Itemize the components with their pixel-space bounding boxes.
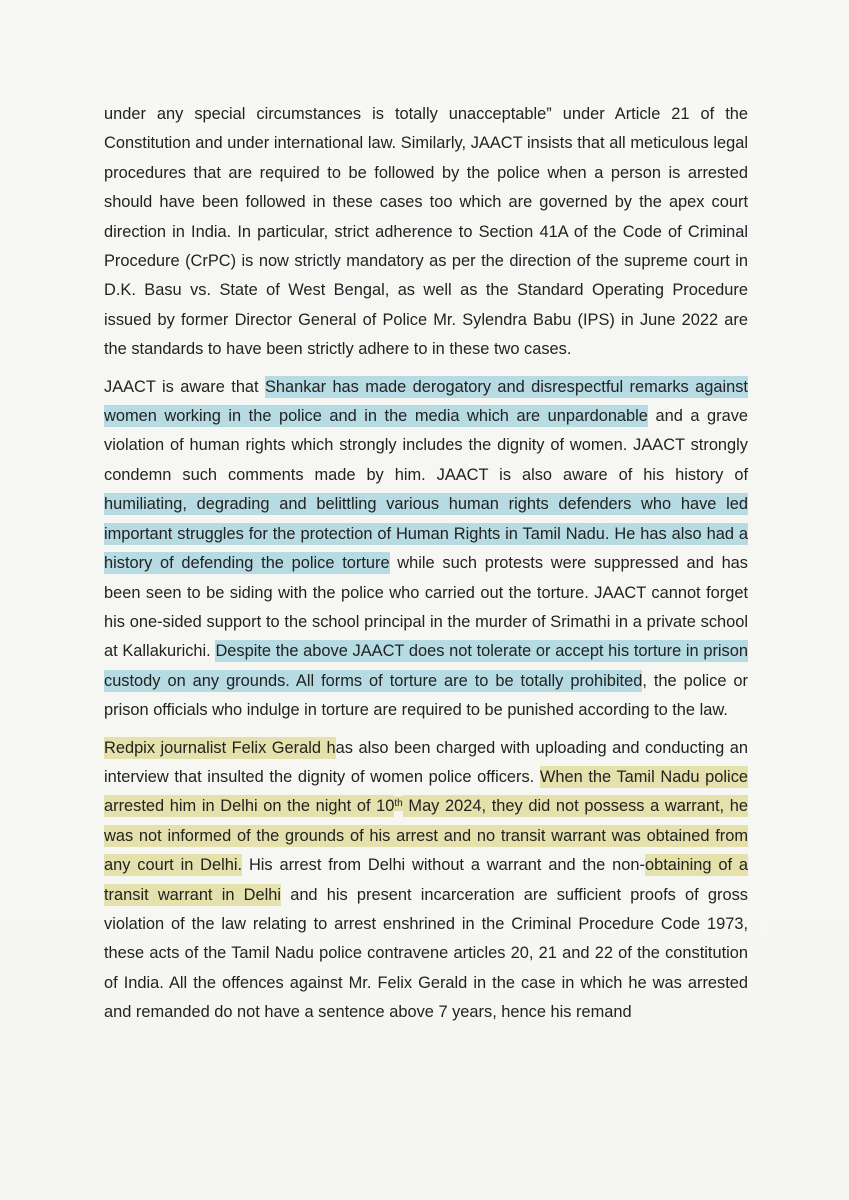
document-body <box>104 100 748 1036</box>
paragraph-3-segment-6: His arrest from Delhi without a warrant and the non- <box>242 856 645 875</box>
blue-highlight-1: Shankar has made derogatory and disrespectful remarks against women working in the police and in the media which are unpardonable <box>104 377 748 426</box>
superscript-th: th <box>394 798 403 810</box>
paragraph-3-segment-8: and his present incarceration are sufficient proofs of gross violation of the law relating to arrest enshrined in the Criminal Procedure Code 1973, these acts of the Tamil Nadu police contravene articles 20, 21 and 22 of the constitution of India. All the offences against Mr. Felix Gerald in the case in which he was arrested and remanded do not have a sentence above 7 years, hence his remand <box>104 885 748 1022</box>
yellow-highlight-3: May 2024, they did not possess a warrant, he was not informed of the grounds of his arrest and no transit warrant was obtained from any court in Delhi. <box>104 797 748 875</box>
paragraph-1-text: under any special circumstances is totally unacceptable” under Article 21 of the Constitution and under international law. Similarly, JAACT insists that all meticulous legal procedures that are required to be followed by the police when a person is arrested should have been followed in these cases too which are governed by the apex court direction in India. In particular, strict adherence to Section 41A of the Code of Criminal Procedure (CrPC) is now strictly mandatory as per the direction of the supreme court in D.K. Basu vs. State of West Bengal, as well as the Standard Operating Procedure issued by former Director General of Police Mr. Sylendra Babu (IPS) in June 2022 are the standards to have been strictly adhere to in these two cases. <box>104 105 748 359</box>
paragraph-2-segment-3: and a grave violation of human rights which strongly includes the dignity of women. JAACT strongly condemn such comments made by him. JAACT is also aware of his history of <box>104 407 748 484</box>
paragraph-2-segment-5: while such protests were suppressed and has been seen to be siding with the police who carried out the torture. JAACT cannot forget his one-sided support to the school principal in the murder of Srimathi in a private school at Kallakurichi. <box>104 554 748 661</box>
paragraph-2-segment-1: JAACT is aware that <box>104 377 265 396</box>
blue-highlight-2: humiliating, degrading and belittling various human rights defenders who have led important struggles for the protection of Human Rights in Tamil Nadu. He has also had a history of defending the police torture <box>104 495 748 573</box>
paragraph-2 <box>104 373 748 726</box>
blue-highlight-3: Despite the above JAACT does not tolerate or accept his torture in prison custody on any grounds. All forms of torture are to be totally prohibited <box>104 642 748 690</box>
paragraph-1 <box>104 100 748 365</box>
paragraph-3-segment-2: as also been charged with uploading and conducting an interview that insulted the dignity of women police officers. <box>104 738 749 786</box>
paragraph-3 <box>104 734 748 1028</box>
yellow-highlight-1: Redpix journalist Felix Gerald h <box>104 738 336 757</box>
paragraph-2-segment-7: , the police or prison officials who indulge in torture are required to be punished according to the law. <box>104 671 748 720</box>
yellow-highlight-4: obtaining of a transit warrant in Delhi <box>104 856 748 904</box>
yellow-highlight-2: When the Tamil Nadu police arrested him in Delhi on the night of 10 <box>104 767 749 816</box>
